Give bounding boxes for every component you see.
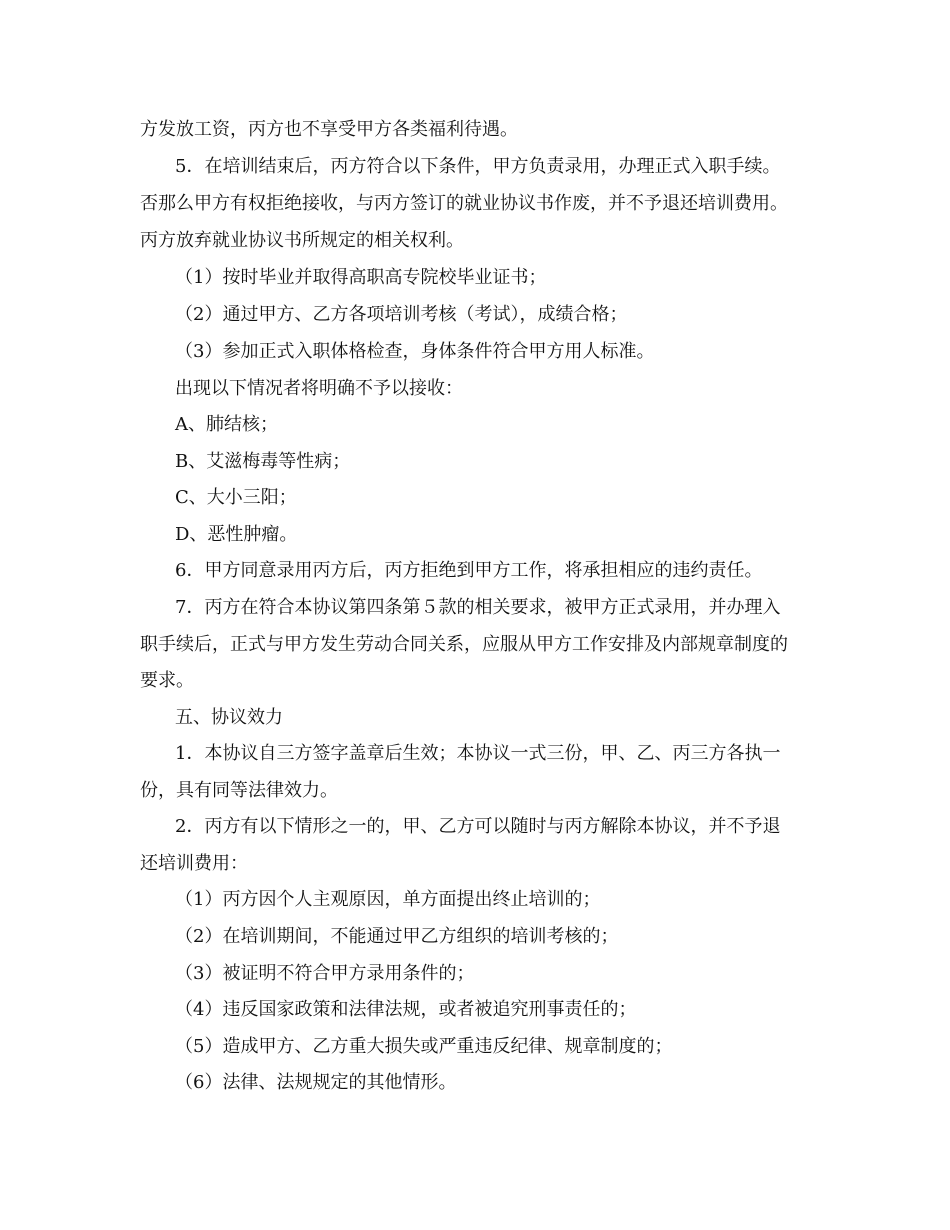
section-heading: 五、协议效力 [175, 707, 283, 728]
text-line: 要求。 [140, 670, 194, 691]
text-line: （6）法律、法规规定的其他情形。 [175, 1072, 457, 1093]
text-line: 份，具有同等法律效力。 [140, 780, 338, 801]
text-line: 5．在培训结束后，丙方符合以下条件，甲方负责录用，办理正式入职手续。 [175, 156, 781, 177]
text-line: 还培训费用： [140, 853, 248, 874]
text-line: 职手续后，正式与甲方发生劳动合同关系，应服从甲方工作安排及内部规章制度的 [140, 634, 788, 655]
text-line: （3）被证明不符合甲方录用条件的； [175, 963, 475, 984]
text-line: 7．丙方在符合本协议第四条第５款的相关要求，被甲方正式录用，并办理入 [175, 597, 781, 618]
text-line: （1）丙方因个人主观原因，单方面提出终止培训的； [175, 889, 601, 910]
text-line: 否那么甲方有权拒绝接收，与丙方签订的就业协议书作废，并不予退还培训费用。 [140, 193, 788, 214]
text-line: 出现以下情况者将明确不予以接收： [175, 378, 463, 399]
text-line: 2．丙方有以下情形之一的，甲、乙方可以随时与丙方解除本协议，并不予退 [175, 816, 781, 837]
text-line: C、大小三阳； [175, 487, 297, 508]
text-line: D、恶性肿瘤。 [175, 524, 298, 545]
text-line: （4）违反国家政策和法律法规，或者被追究刑事责任的； [175, 999, 637, 1020]
text-line: 1．本协议自三方签字盖章后生效；本协议一式三份，甲、乙、丙三方各执一 [175, 743, 781, 764]
text-line: （2）在培训期间，不能通过甲乙方组织的培训考核的； [175, 926, 619, 947]
text-line: （1）按时毕业并取得高职高专院校毕业证书； [175, 267, 547, 288]
text-line: （5）造成甲方、乙方重大损失或严重违反纪律、规章制度的； [175, 1036, 673, 1057]
text-line: （2）通过甲方、乙方各项培训考核（考试），成绩合格； [175, 304, 628, 325]
text-line: A、肺结核； [175, 414, 278, 435]
text-line: B、艾滋梅毒等性病； [175, 451, 351, 472]
text-line: 6．甲方同意录用丙方后，丙方拒绝到甲方工作，将承担相应的违约责任。 [175, 560, 763, 581]
text-line: （3）参加正式入职体格检查，身体条件符合甲方用人标准。 [175, 341, 655, 362]
text-line: 丙方放弃就业协议书所规定的相关权利。 [140, 230, 464, 251]
text-line: 方发放工资，丙方也不享受甲方各类福利待遇。 [140, 119, 518, 140]
